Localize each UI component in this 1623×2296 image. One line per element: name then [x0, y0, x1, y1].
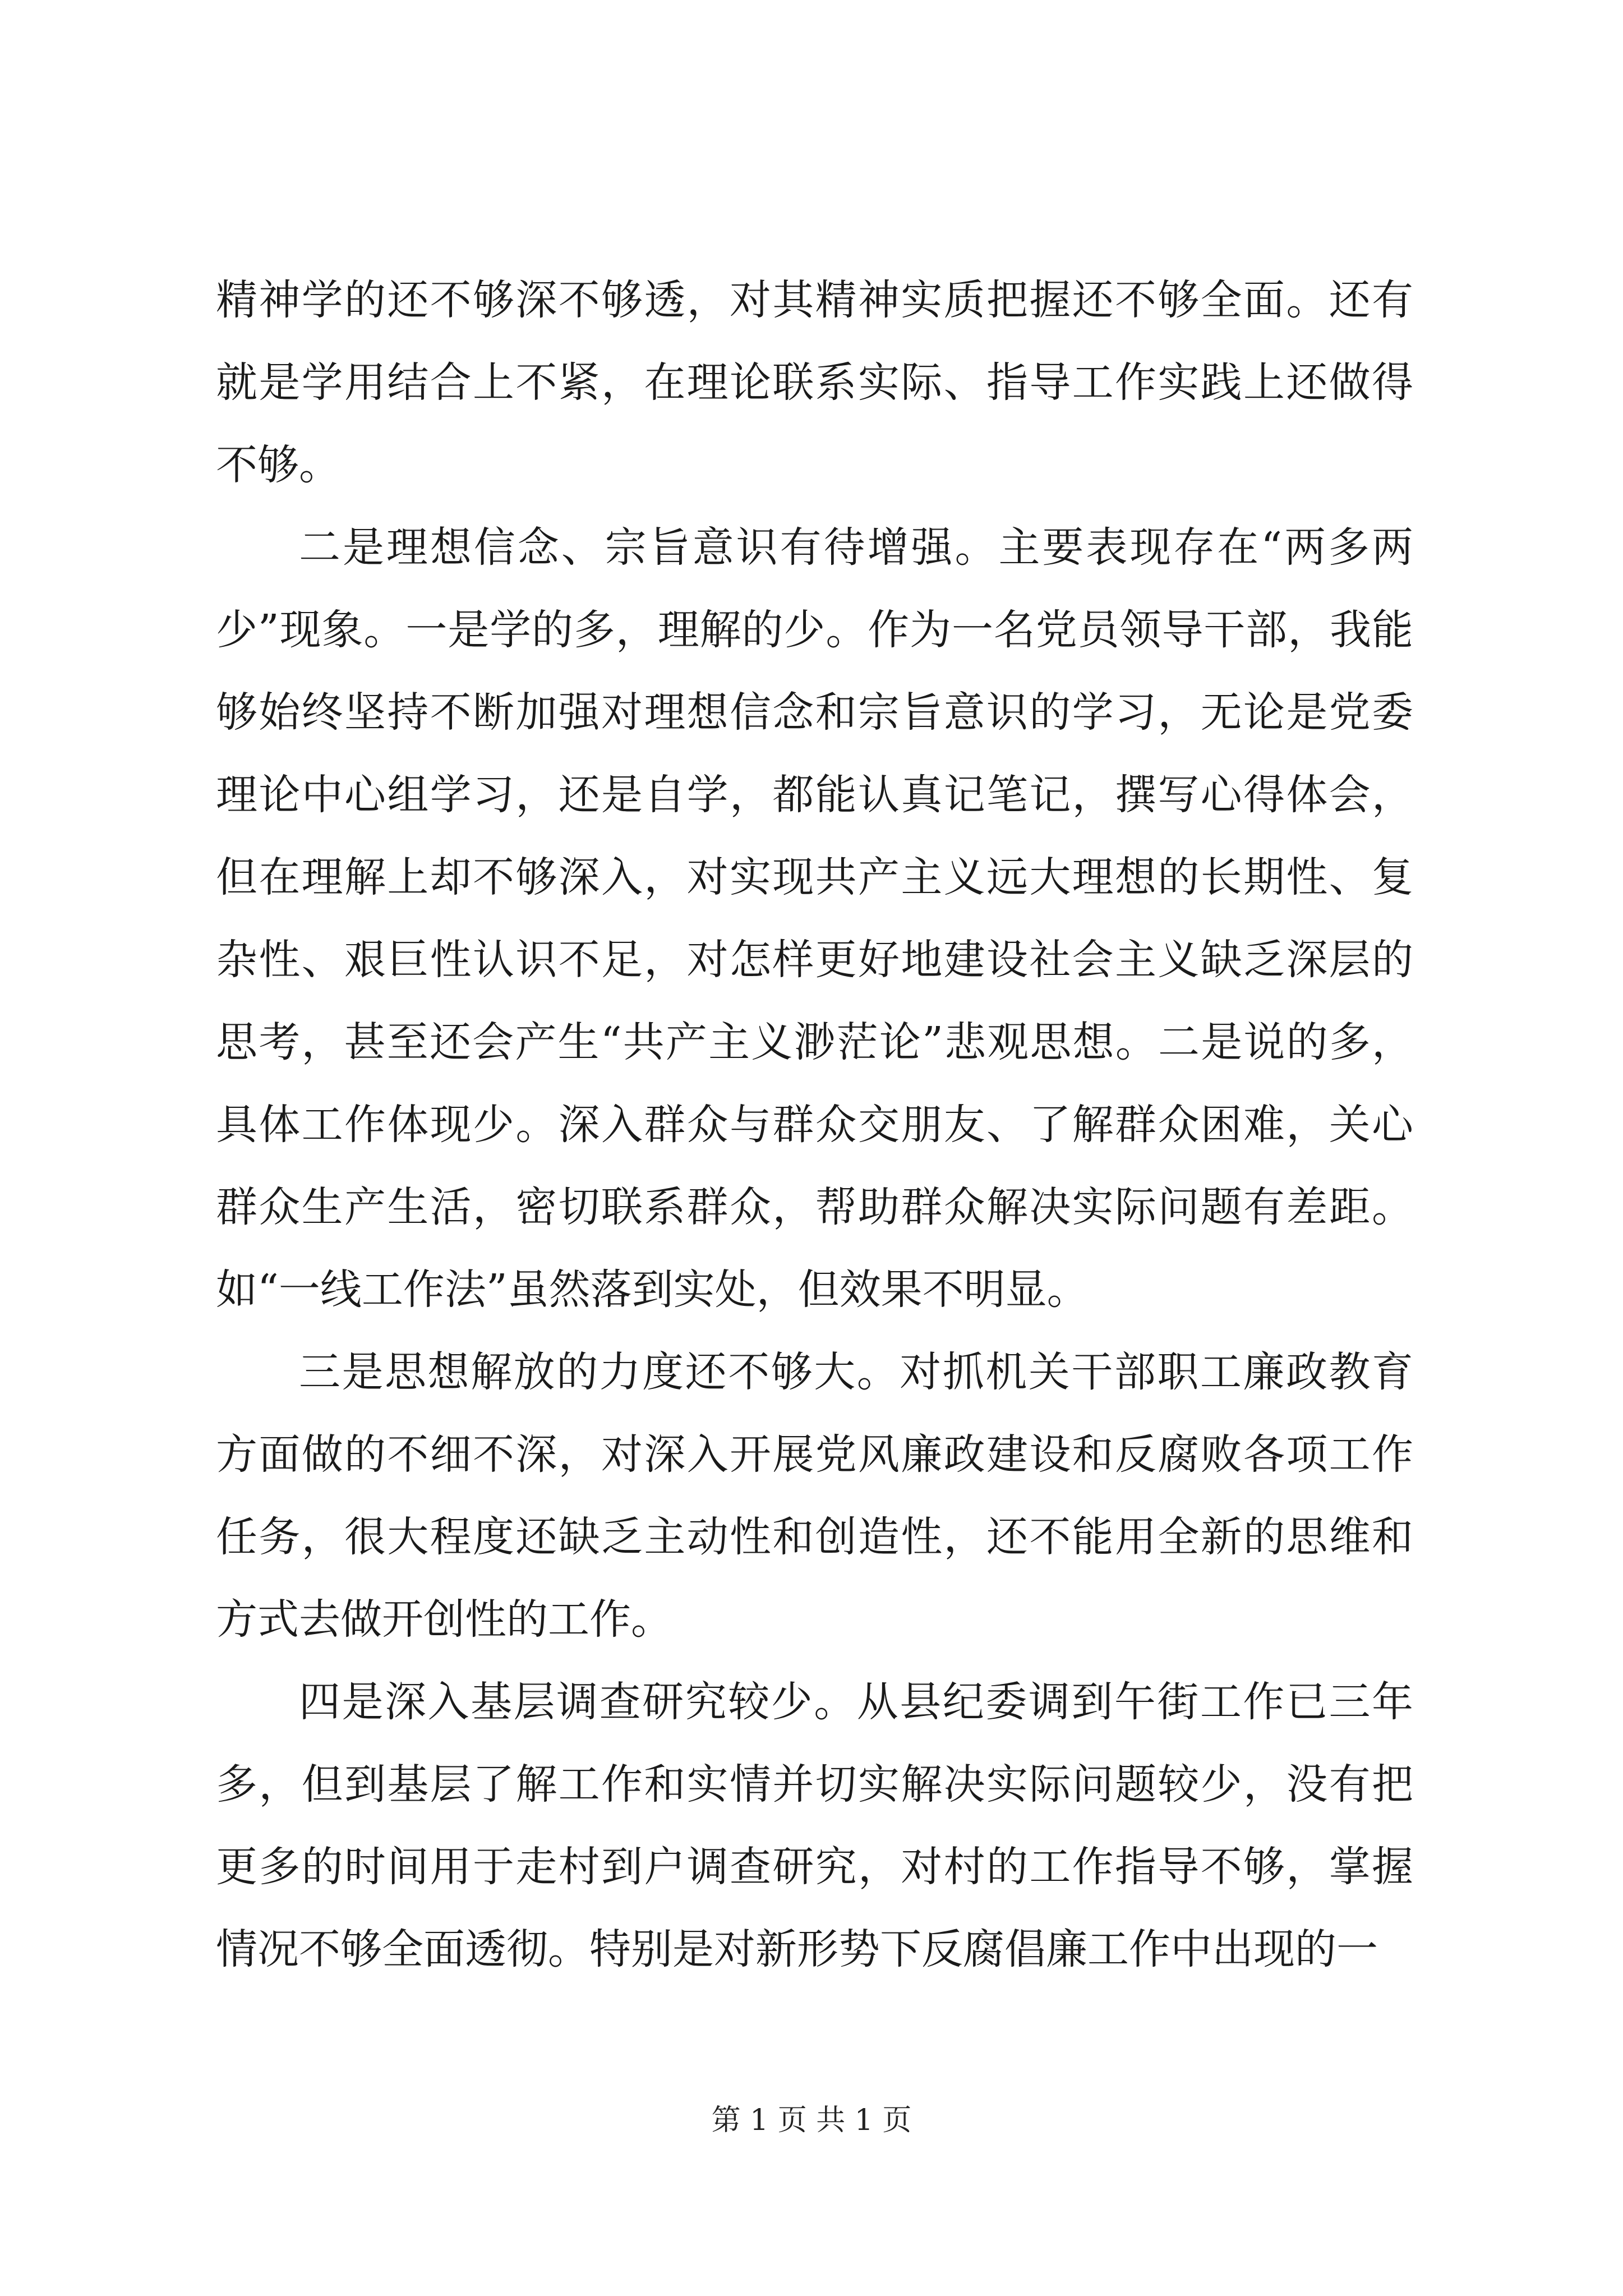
document-body: [216, 259, 1413, 1991]
page-number-footer: 第 1 页 共 1 页: [711, 2104, 912, 2137]
paragraph-1: 精神学的还不够深不够透，对其精神实质把握还不够全面。还有就是学用结合上不紧，在理论联系实际、指导工作实践上还做得不够。: [216, 276, 1413, 489]
paragraph-3: 三是思想解放的力度还不够大。对抓机关干部职工廉政教育方面做的不细不深，对深入开展党风廉政建设和反腐败各项工作任务，很大程度还缺乏主动性和创造性，还不能用全新的思维和方式去做开创性的工作。: [216, 1348, 1413, 1644]
paragraph-2: 二是理想信念、宗旨意识有待增强。主要表现存在“两多两少”现象。一是学的多，理解的少。作为一名党员领导干部，我能够始终坚持不断加强对理想信念和宗旨意识的学习，无论是党委理论中心组学习，还是自学，都能认真记笔记，撰写心得体会，但在理解上却不够深入，对实现共产主义远大理想的长期性、复杂性、艰巨性认识不足，对怎样更好地建设社会主义缺乏深层的思考，甚至还会产生“共产主义渺茫论”悲观思想。二是说的多，具体工作体现少。深入群众与群众交朋友、了解群众困难，关心群众生产生活，密切联系群众，帮助群众解决实际问题有差距。如“一线工作法”虽然落到实处，但效果不明显。: [216, 523, 1413, 1314]
paragraph-4: 四是深入基层调查研究较少。从县纪委调到午街工作已三年多，但到基层了解工作和实情并切实解决实际问题较少，没有把更多的时间用于走村到户调查研究，对村的工作指导不够，掌握情况不够全面透彻。特别是对新形势下反腐倡廉工作中出现的一: [216, 1678, 1413, 1973]
